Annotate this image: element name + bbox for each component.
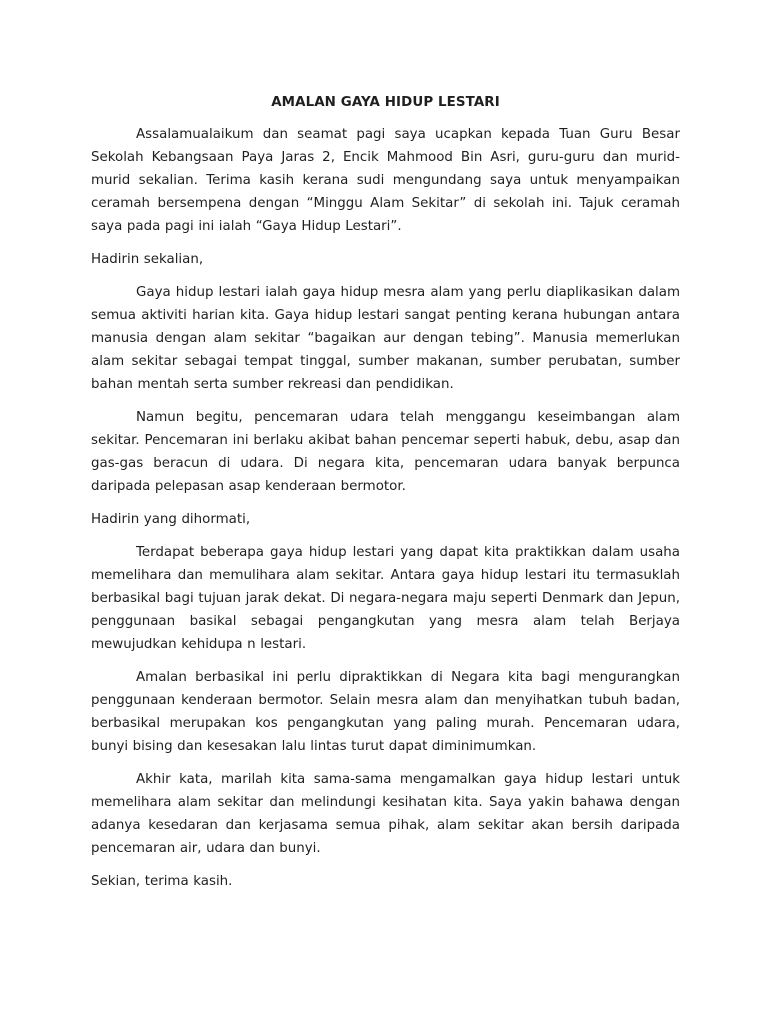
paragraph-address-1: Hadirin sekalian,: [91, 252, 204, 267]
paragraph-definition: Gaya hidup lestari ialah gaya hidup mesra alam yang perlu diaplikasikan dalam semua aktiviti harian kita. Gaya hidup lestari sangat penting kerana hubungan antara manusia dengan alam sekitar “bagaikan aur dengan tebing”. Manusia memerlukan alam sekitar sebagai tempat tinggal, sumber makanan, sumber perubatan, sumber bahan mentah serta sumber rekreasi dan pendidikan.: [91, 285, 680, 392]
document-page: [91, 91, 680, 903]
paragraph-practice: Amalan berbasikal ini perlu dipraktikkan di Negara kita bagi mengurangkan penggunaan kenderaan bermotor. Selain mesra alam dan menyihatkan tubuh badan, berbasikal merupakan kos pengangkutan yang paling murah. Pencemaran udara, bunyi bising dan kesesakan lalu lintas turut dapat diminimumkan.: [91, 670, 680, 754]
paragraph-pollution: Namun begitu, pencemaran udara telah menggangu keseimbangan alam sekitar. Pencemaran ini berlaku akibat bahan pencemar seperti habuk, debu, asap dan gas-gas beracun di udara. Di negara kita, pencemaran udara banyak berpunca daripada pelepasan asap kenderaan bermotor.: [91, 410, 680, 494]
paragraph-conclusion: Akhir kata, marilah kita sama-sama mengamalkan gaya hidup lestari untuk memelihara alam sekitar dan melindungi kesihatan kita. Saya yakin bahawa dengan adanya kesedaran dan kerjasama semua pihak, alam sekitar akan bersih daripada pencemaran air, udara dan bunyi.: [91, 772, 680, 856]
paragraph-greeting: Assalamualaikum dan seamat pagi saya ucapkan kepada Tuan Guru Besar Sekolah Kebangsaan Paya Jaras 2, Encik Mahmood Bin Asri, guru-guru dan murid-murid sekalian. Terima kasih kerana sudi mengundang saya untuk menyampaikan ceramah bersempena dengan “Minggu Alam Sekitar” di sekolah ini. Tajuk ceramah saya pada pagi ini ialah “Gaya Hidup Lestari”.: [91, 127, 680, 234]
paragraph-address-2: Hadirin yang dihormati,: [91, 512, 251, 527]
paragraph-closing: Sekian, terima kasih.: [91, 874, 233, 889]
document-title: AMALAN GAYA HIDUP LESTARI: [271, 95, 500, 110]
paragraph-cycling: Terdapat beberapa gaya hidup lestari yang dapat kita praktikkan dalam usaha memelihara dan memulihara alam sekitar. Antara gaya hidup lestari itu termasuklah berbasikal bagi tujuan jarak dekat. Di negara-negara maju seperti Denmark dan Jepun, penggunaan basikal sebagai pengangkutan yang mesra alam telah Berjaya mewujudkan kehidupa n lestari.: [91, 545, 680, 652]
